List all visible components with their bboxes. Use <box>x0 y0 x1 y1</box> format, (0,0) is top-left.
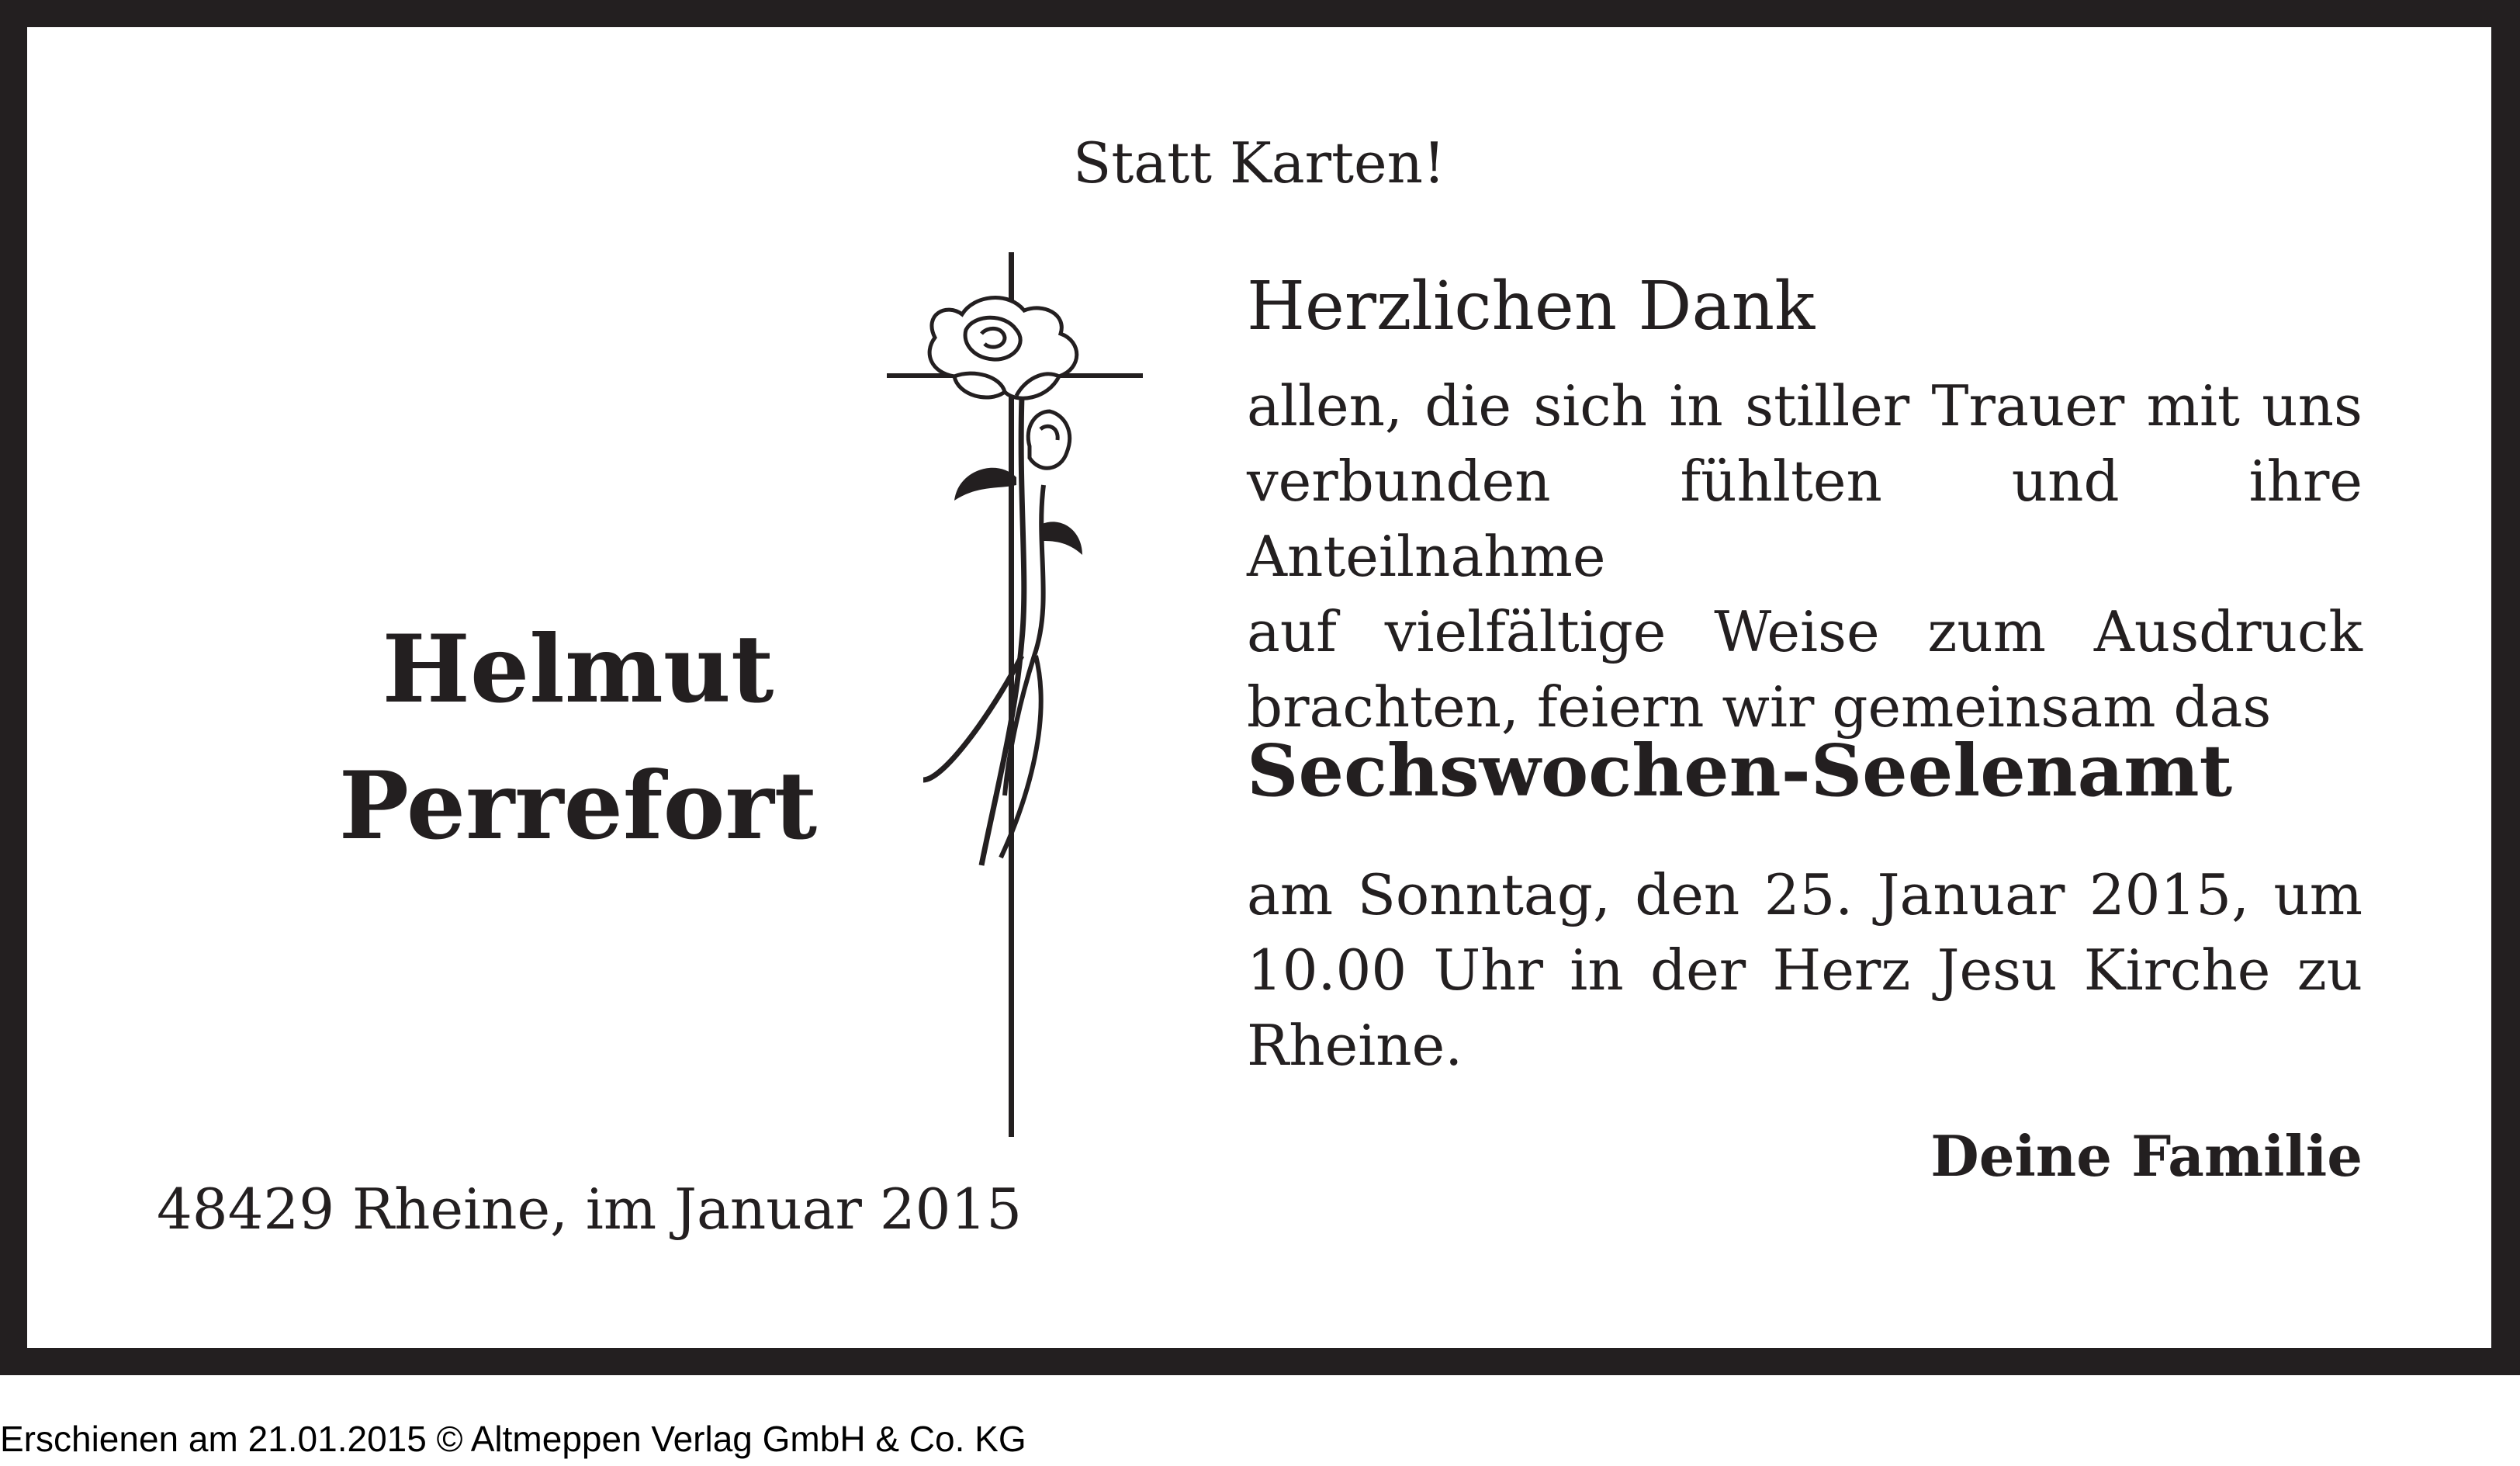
deceased-name: Helmut Perrefort <box>338 615 818 861</box>
mass-line: am Sonntag, den 25. Januar 2015, um <box>1247 862 2362 927</box>
thanks-line: auf vielfältige Weise zum Ausdruck <box>1247 599 2362 664</box>
mass-line: 10.00 Uhr in der Herz Jesu Kirche zu <box>1247 937 2362 1003</box>
thanks-line: brachten, feiern wir gemeinsam das <box>1247 674 2272 740</box>
publication-credit: Erschienen am 21.01.2015 © Altmeppen Verlag GmbH & Co. KG <box>0 1419 1026 1459</box>
notice-card <box>27 27 2491 1348</box>
thanks-heading: Herzlichen Dank <box>1247 268 1816 345</box>
place-date: 48429 Rheine, im Januar 2015 <box>157 1177 1023 1242</box>
thanks-line: verbunden fühlten und ihre Anteilnahme <box>1247 449 2362 589</box>
cross-with-rose-icon <box>850 252 1175 1137</box>
signature: Deine Familie <box>1930 1123 2362 1189</box>
mass-heading: Sechswochen-Seelenamt <box>1247 729 2233 813</box>
mass-line: Rheine. <box>1247 1013 1463 1078</box>
mass-details <box>1247 858 2362 1083</box>
thanks-paragraph <box>1247 369 2362 745</box>
header-text: Statt Karten! <box>1073 130 1445 196</box>
thanks-line: allen, die sich in stiller Trauer mit uns <box>1247 373 2362 438</box>
